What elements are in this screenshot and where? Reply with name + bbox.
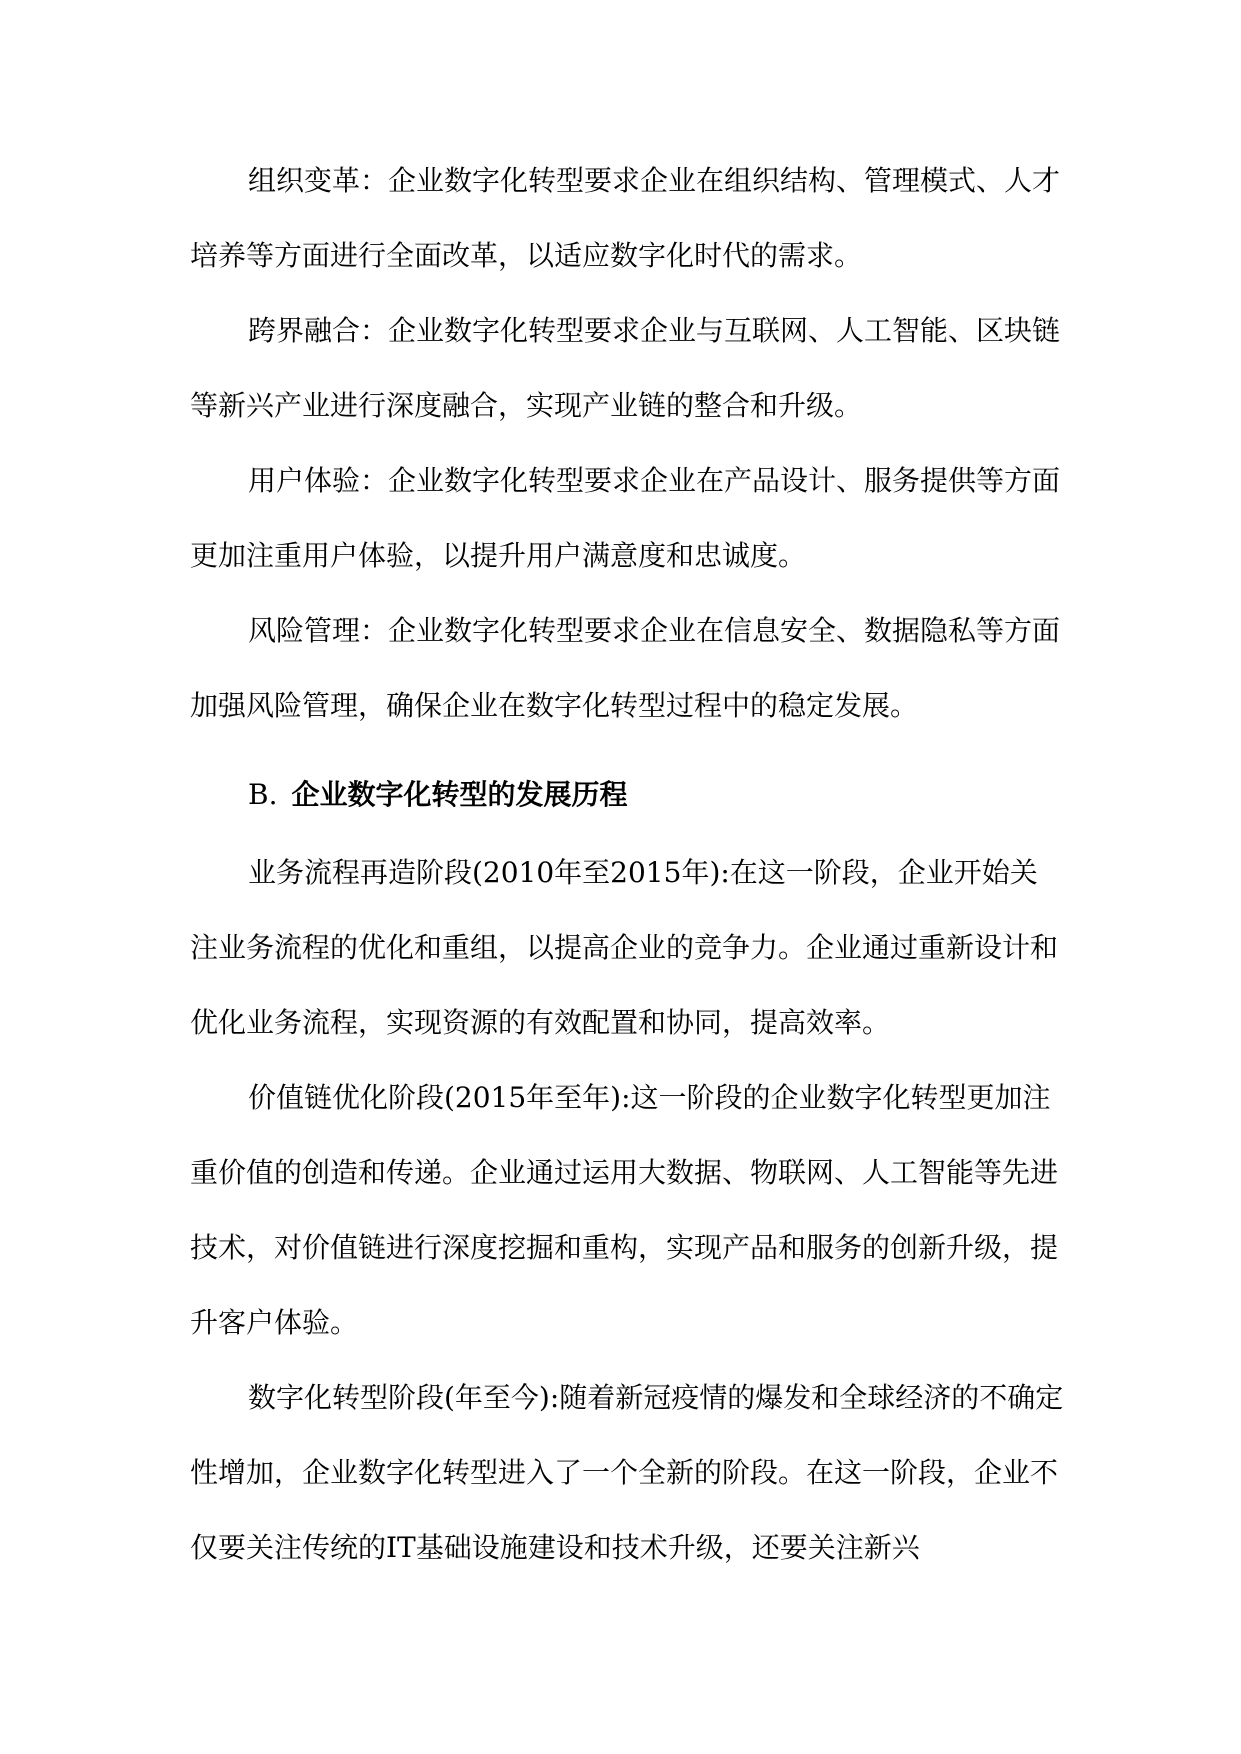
paragraph-value-chain-stage: 价值链优化阶段(2015年至年):这一阶段的企业数字化转型更加注重价值的创造和传递。企业通过运用大数据、物联网、人工智能等先进技术，对价值链进行深度挖掘和重构，实现产品和服务的创新升级，提升客户体验。 [190,1081,1059,1339]
paragraph-user-experience: 用户体验：企业数字化转型要求企业在产品设计、服务提供等方面更加注重用户体验，以提升用户满意度和忠诚度。 [190,464,1061,572]
paragraph-digital-transformation-stage: 数字化转型阶段(年至今):随着新冠疫情的爆发和全球经济的不确定性增加，企业数字化转型进入了一个全新的阶段。在这一阶段，企业不仅要关注传统的IT基础设施建设和技术升级，还要关注新兴 [190,1381,1064,1564]
section-title: 企业数字化转型的发展历程 [291,778,628,811]
paragraph-organizational-change: 组织变革：企业数字化转型要求企业在组织结构、管理模式、人才培养等方面进行全面改革，以适应数字化时代的需求。 [190,164,1061,272]
paragraph-cross-border-integration: 跨界融合：企业数字化转型要求企业与互联网、人工智能、区块链等新兴产业进行深度融合，实现产业链的整合和升级。 [190,314,1061,422]
paragraph-risk-management: 风险管理：企业数字化转型要求企业在信息安全、数据隐私等方面加强风险管理，确保企业在数字化转型过程中的稳定发展。 [190,614,1061,722]
document-body [190,143,1065,1585]
section-heading [190,755,1065,835]
paragraph-process-reengineering-stage: 业务流程再造阶段(2010年至2015年):在这一阶段，企业开始关注业务流程的优化和重组，以提高企业的竞争力。企业通过重新设计和优化业务流程，实现资源的有效配置和协同，提高效率。 [190,856,1059,1039]
section-number: B. [248,778,278,811]
